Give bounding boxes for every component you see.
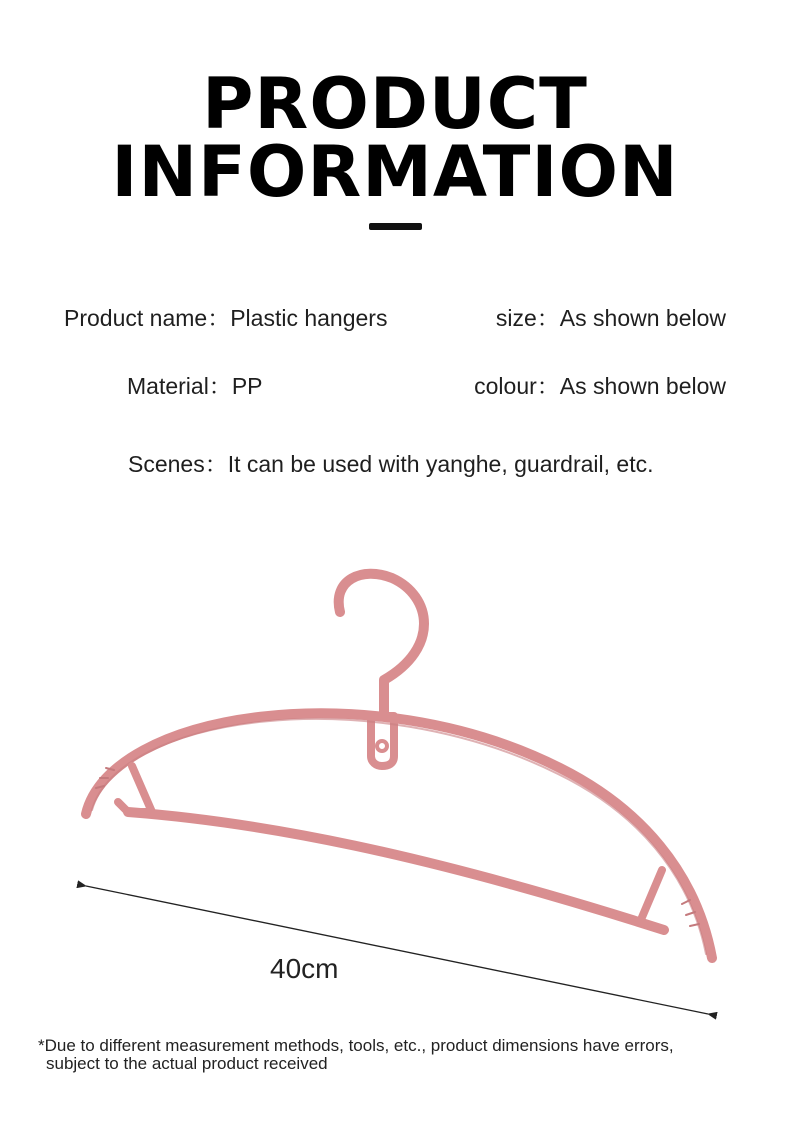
disclaimer bbox=[38, 1037, 778, 1073]
disclaimer-line-2: subject to the actual product received bbox=[46, 1054, 328, 1073]
spec-label: size： bbox=[495, 305, 560, 331]
spec-material bbox=[127, 372, 263, 400]
page-title-line-1: PRODUCT bbox=[202, 63, 588, 145]
measurement-arrow bbox=[86, 886, 708, 1014]
title-underline bbox=[369, 223, 422, 230]
spec-scenes bbox=[128, 450, 653, 478]
spec-value: Plastic hangers bbox=[230, 305, 388, 331]
spec-product-name bbox=[64, 304, 387, 332]
spec-label: colour： bbox=[474, 373, 560, 399]
spec-size bbox=[496, 304, 726, 332]
page-title-line-2: INFORMATION bbox=[111, 131, 679, 213]
spec-label: Material： bbox=[127, 373, 232, 399]
disclaimer-line-1: *Due to different measurement methods, tools, etc., product dimensions have errors, bbox=[38, 1036, 674, 1055]
hanger-body bbox=[86, 574, 712, 958]
spec-label: Scenes： bbox=[128, 451, 228, 477]
hanger-icon bbox=[0, 540, 790, 1040]
spec-value: It can be used with yanghe, guardrail, etc. bbox=[227, 451, 654, 477]
spec-label: Product name： bbox=[64, 305, 231, 331]
spec-value: PP bbox=[231, 373, 263, 399]
spec-value: As shown below bbox=[559, 305, 726, 331]
spec-value: As shown below bbox=[559, 373, 726, 399]
spec-colour bbox=[474, 372, 726, 400]
measurement-label: 40cm bbox=[270, 953, 339, 984]
